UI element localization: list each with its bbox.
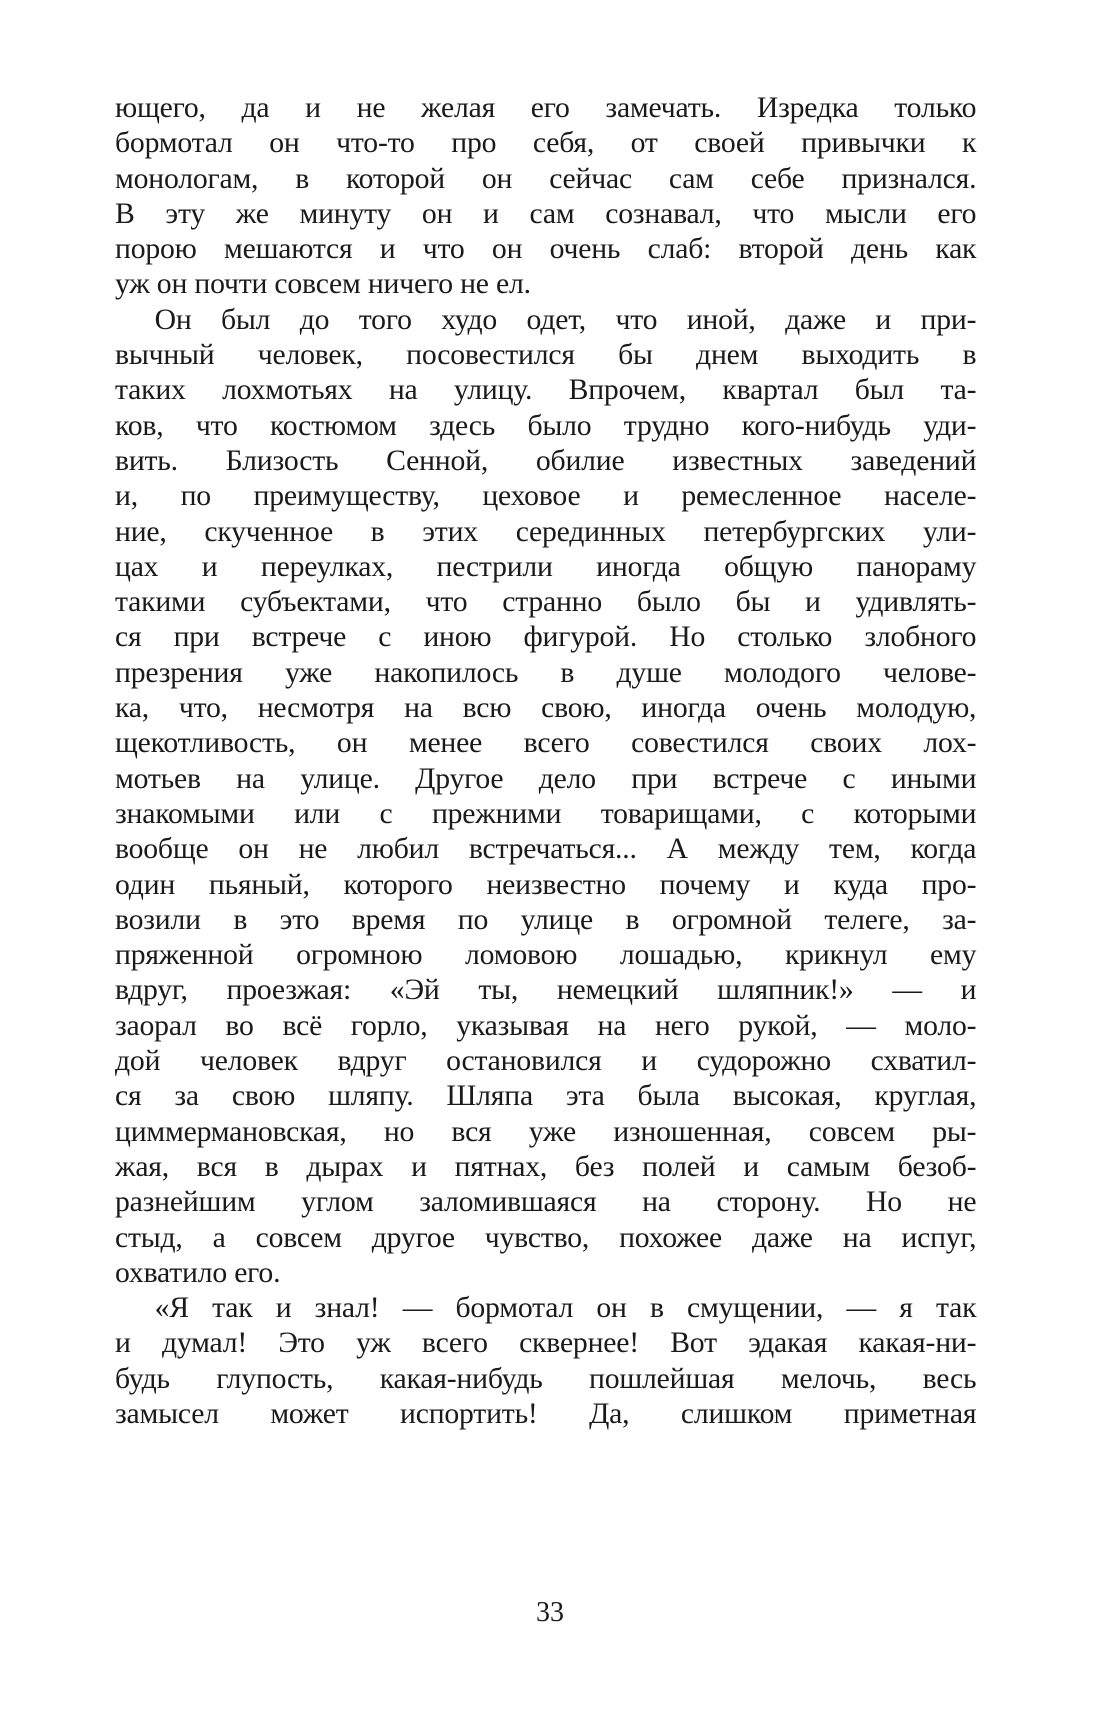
text-line: вообще он не любил встречаться... А между тем, когда bbox=[115, 832, 977, 866]
text-line: монологам, в которой он сейчас сам себе признался. bbox=[115, 161, 977, 195]
text-line: будь глупость, какая-нибудь пошлейшая мелочь, весь bbox=[115, 1361, 977, 1395]
text-line: щекотливость, он менее всего совестился своих лох- bbox=[115, 726, 977, 760]
text-line: таких лохмотьях на улицу. Впрочем, квартал был та- bbox=[115, 373, 977, 407]
text-line: Он был до того худо одет, что иной, даже и при- bbox=[154, 302, 977, 336]
text-line: «Я так и знал! — бормотал он в смущении, — я так bbox=[154, 1291, 977, 1325]
text-line: замысел может испортить! Да, слишком приметная bbox=[115, 1396, 977, 1430]
text-line: вычный человек, посовестился бы днем выходить в bbox=[115, 338, 977, 372]
text-line: В эту же минуту он и сам сознавал, что мысли его bbox=[115, 196, 977, 230]
text-line: бормотал он что-то про себя, от своей привычки к bbox=[115, 126, 977, 160]
text-line: ющего, да и не желая его замечать. Изредка только bbox=[115, 91, 977, 124]
text-line: жая, вся в дырах и пятнах, без полей и самым безоб- bbox=[115, 1149, 977, 1183]
text-line: дой человек вдруг остановился и судорожно схватил- bbox=[115, 1044, 977, 1078]
text-line: ся за свою шляпу. Шляпа эта была высокая, круглая, bbox=[115, 1079, 977, 1113]
text-line: охватило его. bbox=[115, 1255, 281, 1289]
page-number: 33 bbox=[536, 1597, 564, 1628]
text-line: возили в это время по улице в огромной телеге, за- bbox=[115, 902, 977, 936]
text-line: ков, что костюмом здесь было трудно кого-нибудь уди- bbox=[115, 408, 977, 442]
text-line: разнейшим углом заломившаяся на сторону. Но не bbox=[115, 1185, 977, 1219]
paragraph-2 bbox=[115, 302, 985, 1290]
text-line: заорал во всё горло, указывая на него рукой, — моло- bbox=[115, 1008, 977, 1042]
text-line: вдруг, проезжая: «Эй ты, немецкий шляпник!» — и bbox=[115, 973, 977, 1007]
paragraph-3 bbox=[115, 1290, 985, 1431]
text-line: один пьяный, которого неизвестно почему и куда про- bbox=[115, 867, 977, 901]
text-line: мотьев на улице. Другое дело при встрече с иными bbox=[115, 761, 977, 795]
text-line: ся при встрече с иною фигурой. Но столько злобного bbox=[115, 620, 977, 654]
body-text bbox=[115, 90, 985, 1431]
text-line: знакомыми или с прежними товарищами, с которыми bbox=[115, 796, 977, 830]
paragraph-1 bbox=[115, 90, 985, 302]
text-line: презрения уже накопилось в душе молодого челове- bbox=[115, 655, 977, 689]
text-line: уж он почти совсем ничего не ел. bbox=[115, 267, 531, 301]
text-line: такими субъектами, что странно было бы и удивлять- bbox=[115, 585, 977, 619]
text-line: и, по преимуществу, цеховое и ремесленное населе- bbox=[115, 479, 977, 513]
text-line: и думал! Это уж всего сквернее! Вот эдакая какая-ни- bbox=[115, 1326, 977, 1360]
text-line: цах и переулках, пестрили иногда общую панораму bbox=[115, 549, 977, 583]
text-line: стыд, а совсем другое чувство, похожее даже на испуг, bbox=[115, 1220, 977, 1254]
text-line: порою мешаются и что он очень слаб: второй день как bbox=[115, 232, 977, 266]
text-line: циммермановская, но вся уже изношенная, совсем ры- bbox=[115, 1114, 977, 1148]
text-line: пряженной огромною ломовою лошадью, крикнул ему bbox=[115, 938, 977, 972]
text-line: вить. Близость Сенной, обилие известных заведений bbox=[115, 443, 977, 477]
text-line: ние, скученное в этих серединных петербургских ули- bbox=[115, 514, 977, 548]
text-line: ка, что, несмотря на всю свою, иногда очень молодую, bbox=[115, 691, 977, 725]
